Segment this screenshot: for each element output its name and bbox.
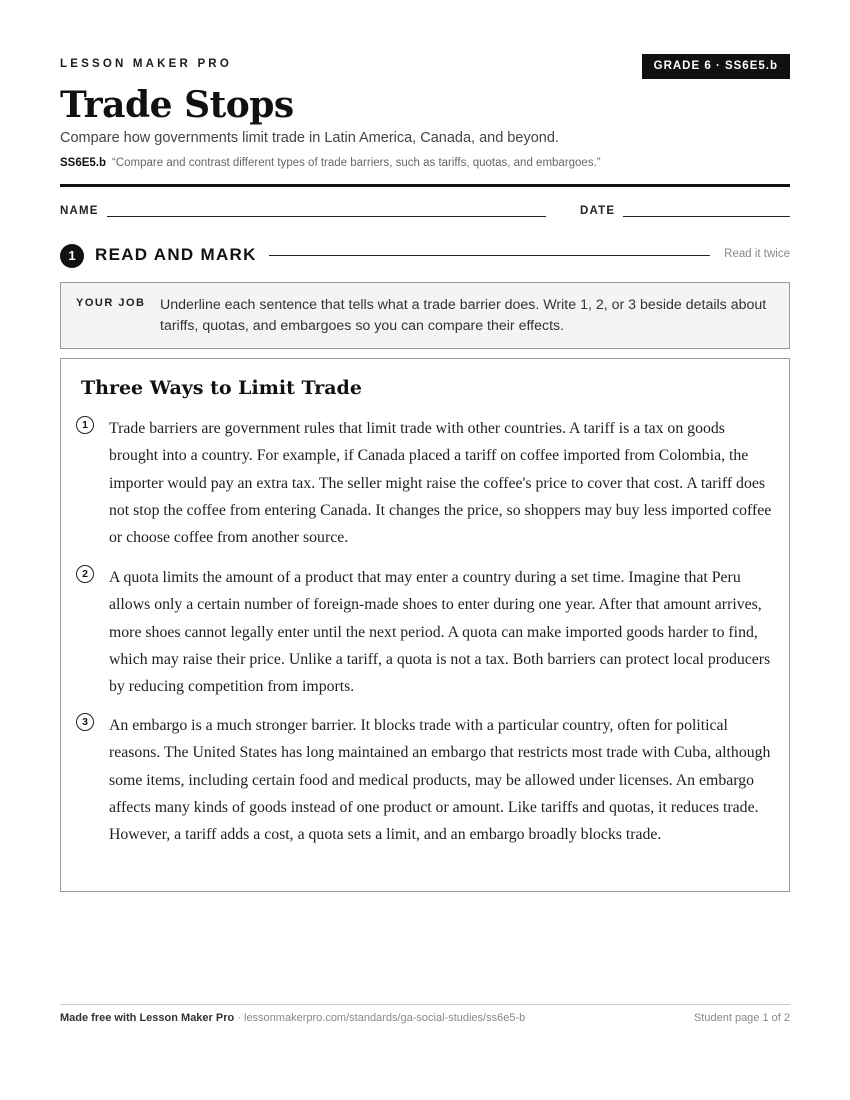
date-label: DATE [580,205,616,217]
instructions-box [60,282,790,349]
instructions-label: YOUR JOB [76,297,146,309]
paragraph-text-3: An embargo is a much stronger barrier. It blocks trade with a particular country, often for political reasons. The United States has long maintained an embargo that restricts most trade with Cuba, although some items, including certain food and medical products, may be allowed under licenses. An embargo affects many kinds of goods instead of one product or amount. Like tariffs and quotas, it reduces trade. However, a tariff adds a cost, a quota sets a limit, and an embargo broadly blocks trade. [109,717,771,844]
footer-separator: · [234,1012,244,1024]
standard-code: SS6E5.b [60,157,107,169]
footer-divider [60,1004,790,1005]
paragraph-number-3: 3 [76,713,94,731]
paragraph-number-1: 1 [76,416,94,434]
header-divider [60,184,790,187]
date-field[interactable] [623,216,790,217]
name-label: NAME [60,205,99,217]
grade-badge: GRADE 6 · SS6E5.b [642,54,790,79]
footer-credit [60,1012,525,1024]
worksheet-page [60,0,790,1100]
standard-text: “Compare and contrast different types of trade barriers, such as tariffs, quotas, and embargoes.” [112,157,601,169]
brand-name: LESSON MAKER PRO [60,58,232,70]
section-divider [269,255,710,256]
footer-url[interactable]: lessonmakerpro.com/standards/ga-social-studies/ss6e5-b [244,1012,526,1024]
page-title: Trade Stops [60,84,294,126]
paragraph-text-1: Trade barriers are government rules that limit trade with other countries. A tariff is a tax on goods brought into a country. For example, if Canada placed a tariff on coffee imported from Colombia, the importer would pay an extra tax. The seller might raise the coffee's price to cover that cost. A tariff does not stop the coffee from entering Canada. It changes the price, so shoppers may buy less imported coffee or choose coffee from another source. [109,420,772,547]
name-field[interactable] [107,216,546,217]
standard-line [60,157,601,169]
section-number-badge: 1 [60,244,84,268]
footer-made-with: Made free with Lesson Maker Pro [60,1012,235,1024]
passage-title: Three Ways to Limit Trade [81,377,362,399]
section-hint: Read it twice [724,248,790,260]
section-title: READ AND MARK [95,245,257,264]
page-subtitle: Compare how governments limit trade in Latin America, Canada, and beyond. [60,130,559,146]
paragraph-text-2: A quota limits the amount of a product that may enter a country during a set time. Imagine that Peru allows only a certain number of foreign-made shoes to enter during one year. After that amount arrives, more shoes cannot legally enter until the next period. A quota can make imported goods harder to find, which may raise their price. Unlike a tariff, a quota is not a tax. Both barriers can protect local producers by reducing competition from imports. [109,569,771,696]
footer-page-number: Student page 1 of 2 [693,1012,790,1024]
instructions-text: Underline each sentence that tells what a trade barrier does. Write 1, 2, or 3 beside details about tariffs, quotas, and embargoes so you can compare their effects. [160,297,767,334]
paragraph-number-2: 2 [76,565,94,583]
reading-passage [60,358,790,892]
